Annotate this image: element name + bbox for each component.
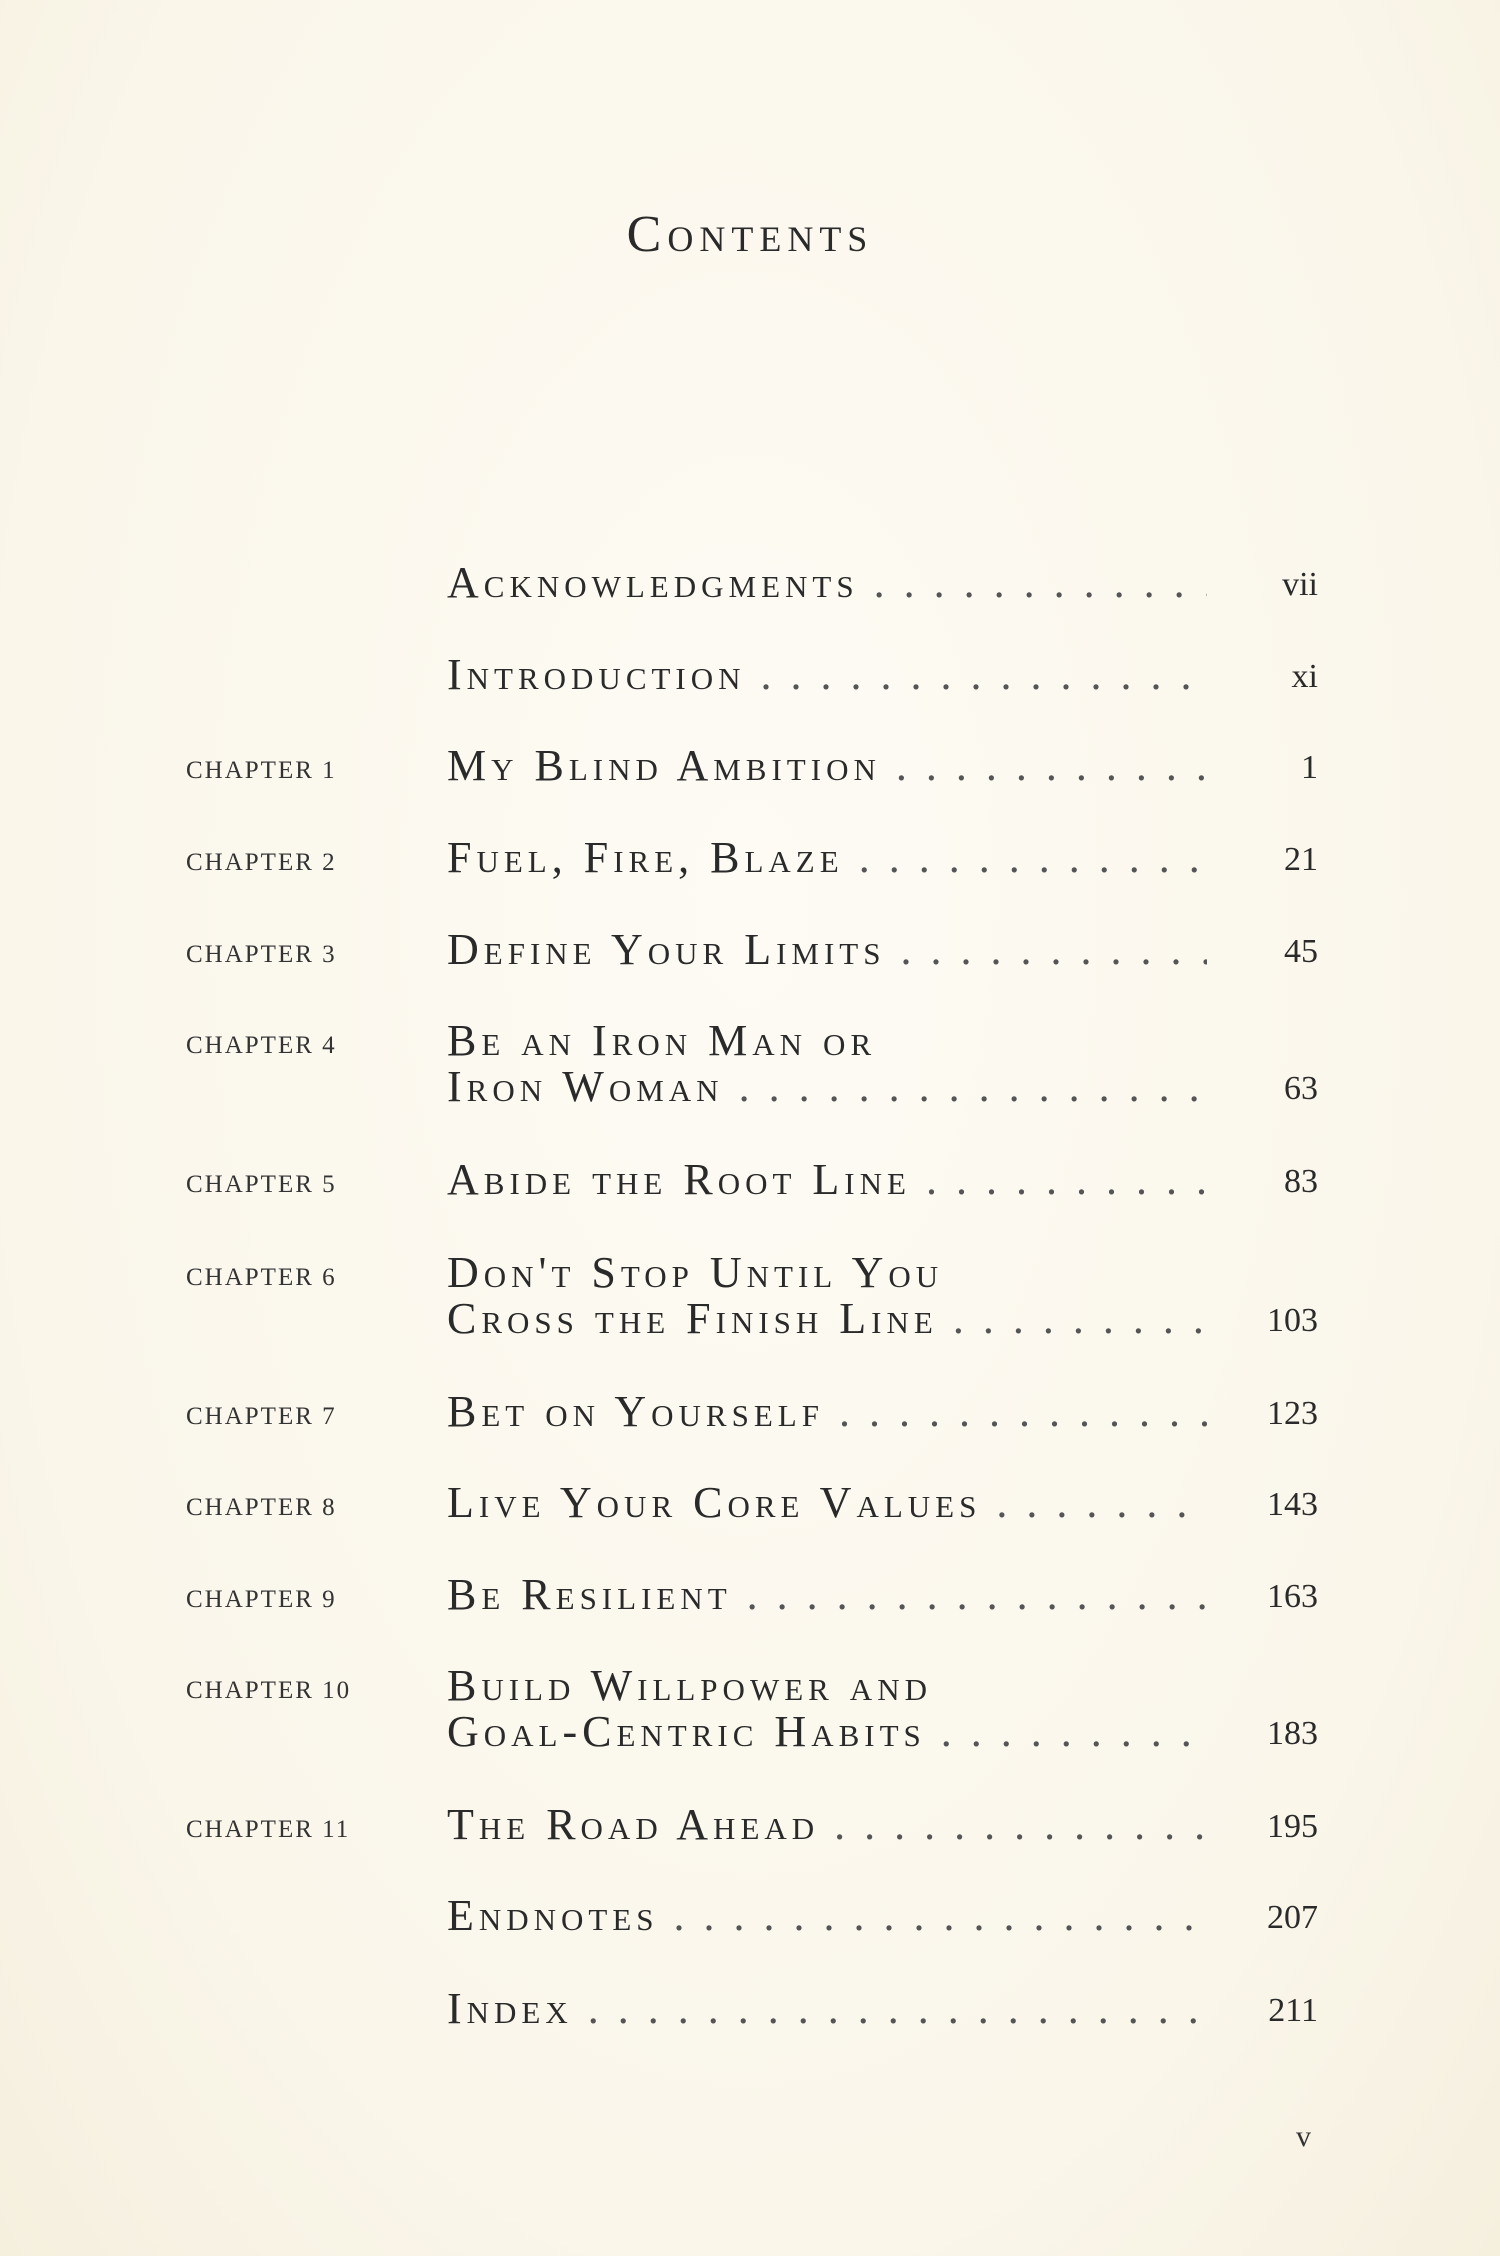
toc-title-line: Fuel, Fire, Blaze . . . <box>447 835 1207 881</box>
toc-entry-title[interactable] <box>447 1802 1207 1848</box>
chapter-label: CHAPTER 4 <box>186 1032 337 1059</box>
toc-page-number: 45 <box>1284 933 1318 970</box>
toc-page-number: vii <box>1282 566 1318 603</box>
toc-title-line: Live Your Core Values . . . <box>447 1480 1207 1526</box>
toc-entry-title[interactable] <box>447 1157 1207 1203</box>
toc-title-line: My Blind Ambition . . . <box>447 743 1207 789</box>
toc-title-line: Don't Stop Until You <box>447 1250 944 1296</box>
page-folio: v <box>1296 2120 1311 2153</box>
toc-page-number: 207 <box>1267 1899 1318 1936</box>
chapter-label: CHAPTER 1 <box>186 757 337 784</box>
toc-page-number: xi <box>1291 658 1318 695</box>
toc-title-line: Abide the Root Line . . . <box>447 1157 1207 1203</box>
toc-entry-title[interactable] <box>447 1250 1207 1342</box>
toc-title-line: Index . . . <box>447 1986 1207 2032</box>
toc-title-line: The Road Ahead . . . <box>447 1802 1207 1848</box>
toc-title-line: Be an Iron Man or <box>447 1018 877 1064</box>
chapter-label: CHAPTER 2 <box>186 849 337 876</box>
toc-entry-title[interactable] <box>447 743 1207 789</box>
toc-entry-title[interactable] <box>447 1986 1207 2032</box>
page-title: Contents <box>626 206 874 263</box>
toc-title-line: Cross the Finish Line . . . <box>447 1296 1207 1342</box>
toc-entry-title[interactable] <box>447 652 1207 698</box>
toc-title-line: Acknowledgments . . . <box>447 560 1207 606</box>
toc-page-number: 211 <box>1268 1992 1318 2029</box>
chapter-label: CHAPTER 9 <box>186 1586 337 1613</box>
toc-page-number: 183 <box>1267 1715 1318 1752</box>
toc-title-line: Iron Woman . . . <box>447 1064 1207 1110</box>
toc-title-line: Goal-Centric Habits . . . <box>447 1709 1207 1755</box>
toc-entry-title[interactable] <box>447 1572 1207 1618</box>
toc-page-number: 83 <box>1284 1163 1318 1200</box>
toc-page-number: 163 <box>1267 1578 1318 1615</box>
toc-page-number: 103 <box>1267 1302 1318 1339</box>
toc-title-line: Build Willpower and <box>447 1663 932 1709</box>
toc-page-number: 1 <box>1301 749 1318 786</box>
toc-page-number: 195 <box>1267 1808 1318 1845</box>
toc-title-line: Introduction . . . <box>447 652 1207 698</box>
toc-entry-title[interactable] <box>447 1018 1207 1110</box>
toc-entry-title[interactable] <box>447 927 1207 973</box>
toc-page-number: 123 <box>1267 1395 1318 1432</box>
toc-title-line: Bet on Yourself . . . <box>447 1389 1207 1435</box>
chapter-label: CHAPTER 8 <box>186 1494 337 1521</box>
toc-entry-title[interactable] <box>447 1893 1207 1939</box>
toc-title-line: Define Your Limits . . . <box>447 927 1207 973</box>
toc-entry-title[interactable] <box>447 1480 1207 1526</box>
chapter-label: CHAPTER 6 <box>186 1264 337 1291</box>
chapter-label: CHAPTER 3 <box>186 941 337 968</box>
toc-entry-title[interactable] <box>447 1389 1207 1435</box>
chapter-label: CHAPTER 11 <box>186 1816 351 1843</box>
toc-entry-title[interactable] <box>447 1663 1207 1755</box>
toc-title-line: Be Resilient . . . <box>447 1572 1207 1618</box>
chapter-label: CHAPTER 7 <box>186 1403 337 1430</box>
toc-entry-title[interactable] <box>447 560 1207 606</box>
toc-page-number: 143 <box>1267 1486 1318 1523</box>
chapter-label: CHAPTER 5 <box>186 1171 337 1198</box>
toc-page-number: 21 <box>1284 841 1318 878</box>
toc-page-number: 63 <box>1284 1070 1318 1107</box>
chapter-label: CHAPTER 10 <box>186 1677 352 1704</box>
toc-entry-title[interactable] <box>447 835 1207 881</box>
toc-title-line: Endnotes . . . <box>447 1893 1207 1939</box>
